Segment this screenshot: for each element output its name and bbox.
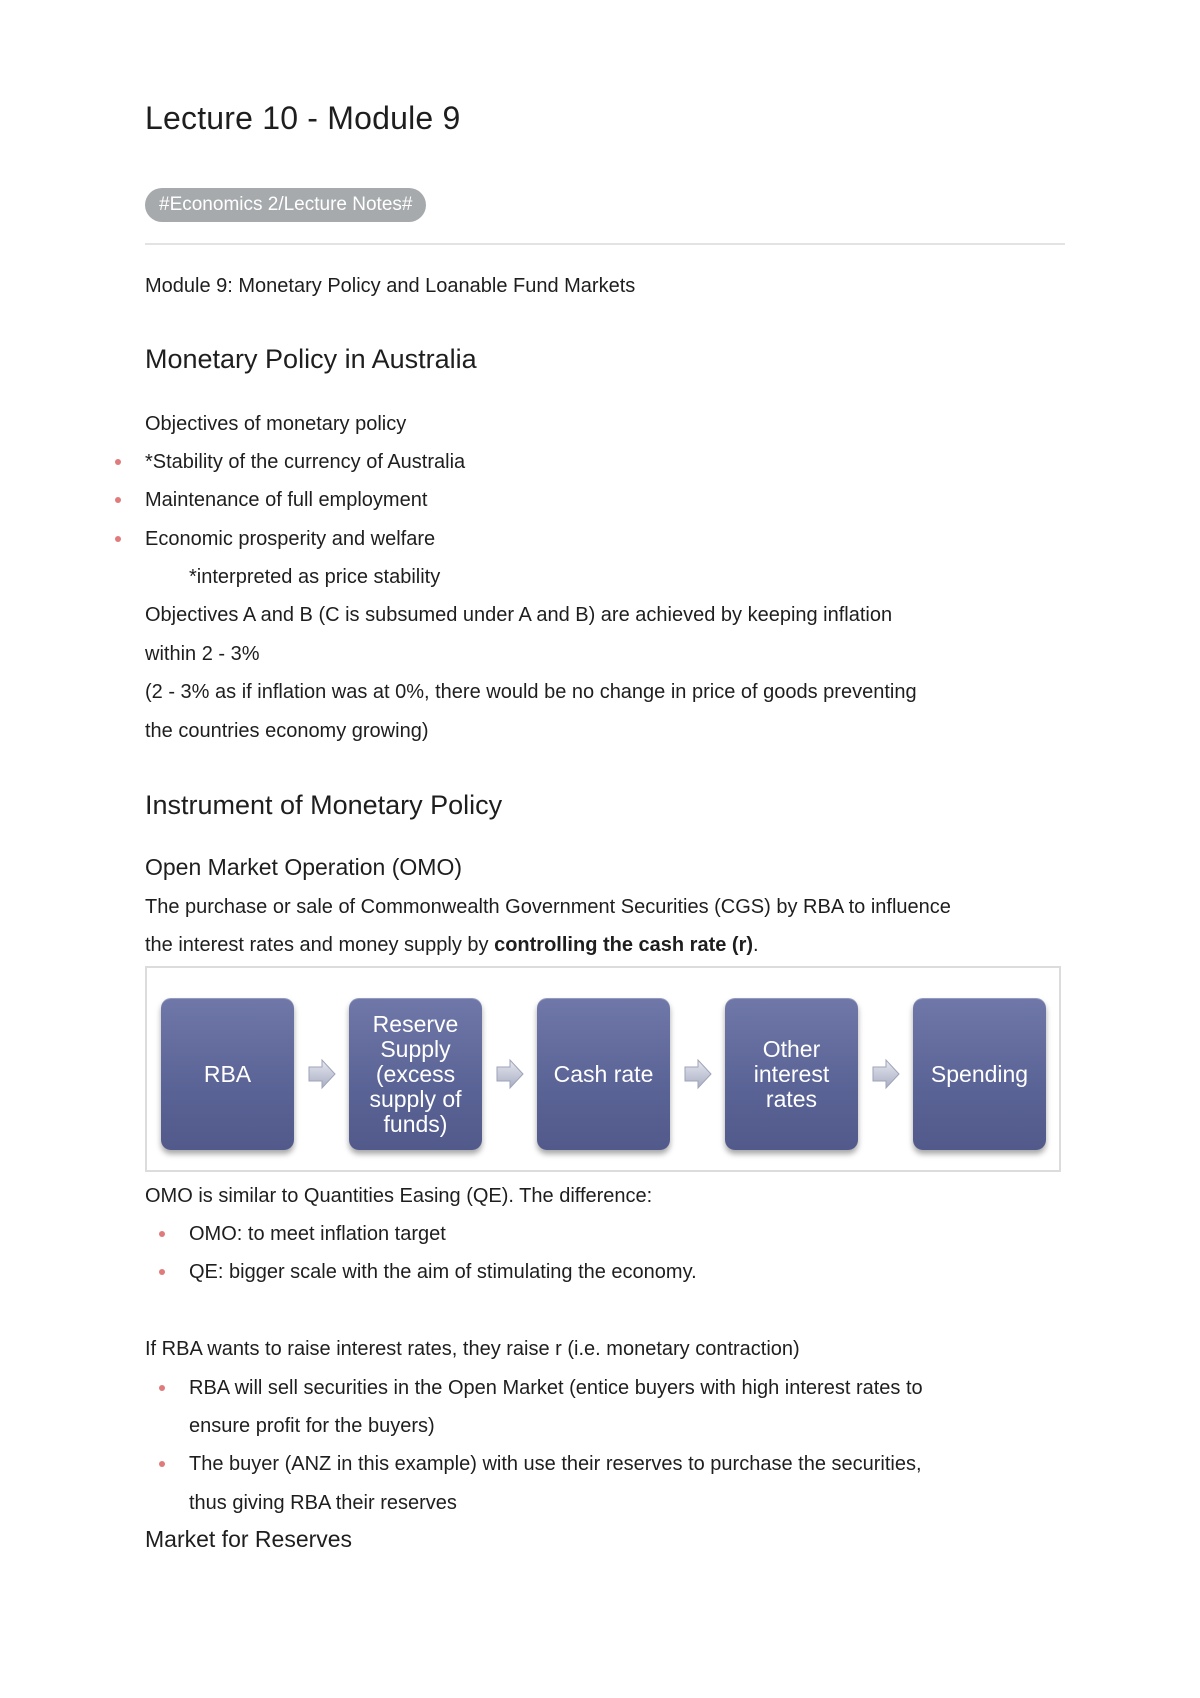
bullet-icon (115, 459, 121, 465)
page-title: Lecture 10 - Module 9 (145, 100, 461, 136)
flow-box-label-line: interest (753, 1060, 830, 1087)
flow-box-label-line: (excess (375, 1060, 456, 1087)
text-span: the interest rates and money supply by (145, 934, 495, 956)
bullet-icon (159, 1385, 165, 1391)
paragraph-line: The purchase or sale of Commonwealth Government Securities (CGS) by RBA to influence (145, 896, 951, 918)
list-item-continuation: thus giving RBA their reserves (189, 1492, 457, 1514)
bullet-icon (159, 1269, 165, 1275)
objectives-intro: Objectives of monetary policy (145, 413, 407, 435)
bullet-icon (115, 497, 121, 503)
flow-box-label-line: Reserve (372, 1010, 459, 1037)
right-arrow-icon (307, 1058, 337, 1090)
paragraph-line (145, 931, 759, 959)
flow-box-label-line: Other (762, 1035, 821, 1062)
flow-box-reserve-supply (349, 998, 482, 1150)
tag-badge[interactable]: #Economics 2/Lecture Notes# (145, 188, 426, 222)
bullet-icon (115, 536, 121, 542)
paragraph-line: (2 - 3% as if inflation was at 0%, there would be no change in price of goods preventing (145, 681, 917, 703)
list-item: The buyer (ANZ in this example) with use their reserves to purchase the securities, (189, 1453, 922, 1475)
flow-box-spending (913, 998, 1046, 1150)
flow-box-label: RBA (203, 1060, 252, 1087)
flow-box-cash-rate (537, 998, 670, 1150)
paragraph-line: the countries economy growing) (145, 720, 429, 742)
bullet-icon (159, 1461, 165, 1467)
right-arrow-icon (495, 1058, 525, 1090)
flow-box-label: Cash rate (553, 1060, 654, 1087)
list-item: RBA will sell securities in the Open Market (entice buyers with high interest rates to (189, 1377, 923, 1399)
module-subtitle: Module 9: Monetary Policy and Loanable Fund Markets (145, 275, 636, 297)
bullet-icon (159, 1231, 165, 1237)
list-item: Economic prosperity and welfare (145, 528, 436, 550)
flow-box-label (746, 1037, 837, 1112)
section-heading-instrument: Instrument of Monetary Policy (145, 790, 503, 820)
raise-intro: If RBA wants to raise interest rates, they raise r (i.e. monetary contraction) (145, 1338, 800, 1360)
paragraph-line: within 2 - 3% (145, 643, 260, 665)
omo-flow-diagram (145, 966, 1061, 1172)
bold-text: controlling the cash rate (r) (494, 934, 754, 956)
paragraph-line: Objectives A and B (C is subsumed under A and B) are achieved by keeping inflation (145, 604, 893, 626)
list-item: QE: bigger scale with the aim of stimulating the economy. (189, 1261, 697, 1283)
flow-box-rba (161, 998, 294, 1150)
flow-box-other-interest-rates (725, 998, 858, 1150)
right-arrow-icon (683, 1058, 713, 1090)
flow-box-label-line: Supply (380, 1035, 451, 1062)
text-span: . (753, 934, 759, 956)
list-item: *Stability of the currency of Australia (145, 451, 466, 473)
flow-box-label (361, 1012, 469, 1137)
qe-intro: OMO is similar to Quantities Easing (QE). The difference: (145, 1185, 653, 1207)
section-heading-monetary-policy: Monetary Policy in Australia (145, 344, 477, 374)
flow-box-label-line: funds) (383, 1110, 448, 1137)
list-item: OMO: to meet inflation target (189, 1223, 446, 1245)
list-item-continuation: ensure profit for the buyers) (189, 1415, 435, 1437)
subheading-omo: Open Market Operation (OMO) (145, 854, 462, 880)
list-item: Maintenance of full employment (145, 489, 428, 511)
subheading-market-for-reserves: Market for Reserves (145, 1526, 353, 1552)
divider (145, 243, 1065, 245)
right-arrow-icon (871, 1058, 901, 1090)
flow-box-label-line: supply of (369, 1085, 462, 1112)
flow-box-label: Spending (930, 1060, 1029, 1087)
footnote: *interpreted as price stability (189, 566, 441, 588)
flow-box-label-line: rates (765, 1085, 818, 1112)
